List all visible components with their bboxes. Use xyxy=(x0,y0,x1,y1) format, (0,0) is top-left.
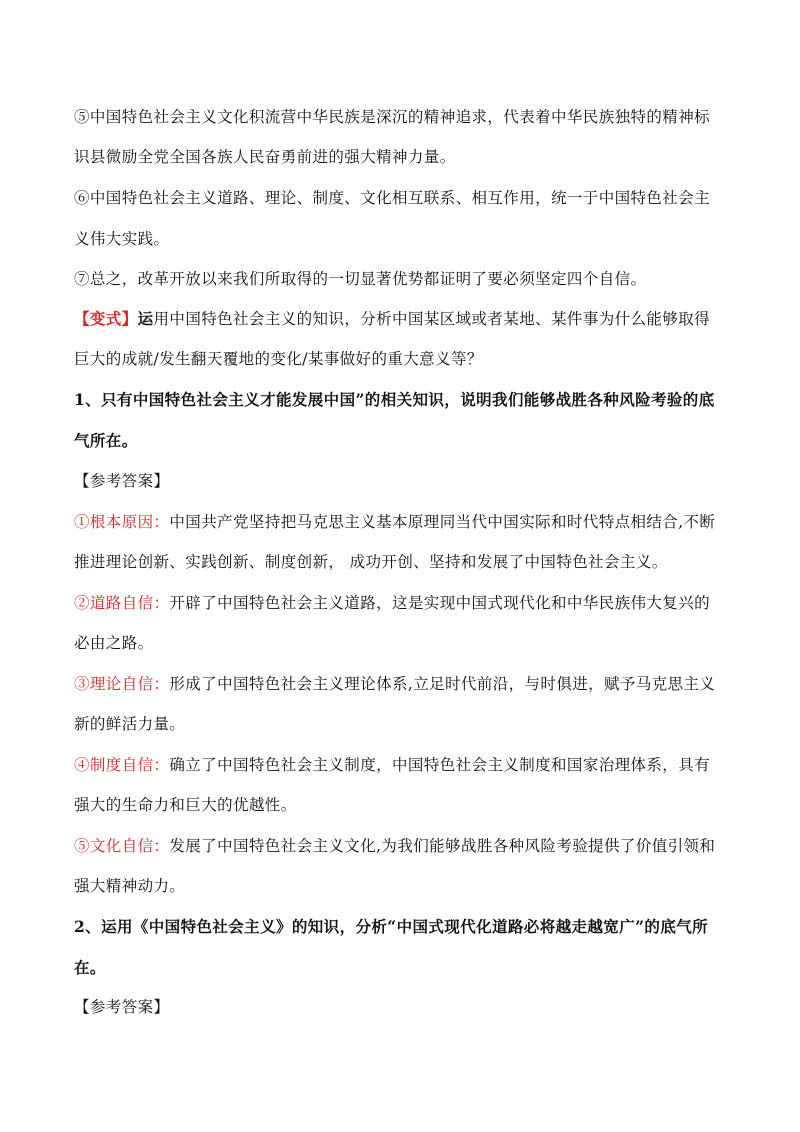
answer-item-2-text: 开辟了中国特色社会主义道路，这是实现中国式现代化和中华民族伟大复兴的 xyxy=(169,594,711,612)
question-1-line-2: 气所在。 xyxy=(74,431,138,450)
paragraph-7: ⑦总之，改革开放以来我们所取得的一切显著优势都证明了要必须坚定四个自信。 xyxy=(74,270,647,288)
answer-item-3-line-2: 新的鲜活力量。 xyxy=(74,715,186,733)
answer-item-1-text: 中国共产党坚持把马克思主义基本原理同当代中国实际和时代特点相结合,不断 xyxy=(169,513,716,531)
variant-bold-char: 运 xyxy=(137,309,154,328)
answer-item-1-line-1 xyxy=(74,511,734,533)
answer-label-2: 【参考答案】 xyxy=(74,998,170,1016)
variant-line-1 xyxy=(74,308,734,330)
question-2-line-2: 在。 xyxy=(74,958,106,977)
paragraph-5-line-1: ⑤中国特色社会主义文化积流营中华民族是深沉的精神追求，代表着中华民族独特的精神标 xyxy=(74,108,711,126)
answer-item-4-label: ④制度自信： xyxy=(74,756,170,774)
answer-item-3-label: ③理论自信： xyxy=(74,675,170,693)
answer-item-4-text: 确立了中国特色社会主义制度，中国特色社会主义制度和国家治理体系，具有 xyxy=(169,756,711,774)
answer-item-5-label: ⑤文化自信： xyxy=(74,837,170,855)
answer-item-5-line-2: 强大精神动力。 xyxy=(74,877,186,895)
answer-item-3-text: 形成了中国特色社会主义理论体系,立足时代前沿，与时俱进，赋予马克思主义 xyxy=(169,675,716,693)
answer-label-1: 【参考答案】 xyxy=(74,472,170,490)
paragraph-6-line-2: 义伟大实践。 xyxy=(74,230,170,248)
variant-tag: 【变式】 xyxy=(74,309,138,328)
answer-item-1-line-2: 推进理论创新、实践创新、制度创新， 成功开创、坚持和发展了中国特色社会主义。 xyxy=(74,553,668,571)
answer-item-1-label: ①根本原因： xyxy=(74,513,170,531)
answer-item-5-text: 发展了中国特色社会主义文化,为我们能够战胜各种风险考验提供了价值引领和 xyxy=(169,837,716,855)
answer-item-2-label: ②道路自信： xyxy=(74,594,170,612)
answer-item-4-line-2: 强大的生命力和巨大的优越性。 xyxy=(74,796,297,814)
question-1-line-1: 1、只有中国特色社会主义才能发展中国”的相关知识，说明我们能够战胜各种风险考验的底 xyxy=(74,390,715,409)
answer-item-5-line-1 xyxy=(74,835,734,857)
variant-line-2: 巨大的成就/发生翻天覆地的变化/某事做好的重大意义等？ xyxy=(74,350,483,368)
paragraph-5-line-2: 识县微励全党全国各族人民奋勇前进的强大精神力量。 xyxy=(74,148,456,166)
answer-item-4-line-1 xyxy=(74,754,734,776)
question-2-line-1: 2、运用《中国特色社会主义》的知识，分析“中国式现代化道路必将越走越宽广”的底气所 xyxy=(74,917,709,936)
answer-item-2-line-2: 必由之路。 xyxy=(74,634,154,652)
variant-text: 用中国特色社会主义的知识，分析中国某区域或者某地、某件事为什么能够取得 xyxy=(153,310,711,328)
answer-item-2-line-1 xyxy=(74,592,734,614)
paragraph-6-line-1: ⑥中国特色社会主义道路、理论、制度、文化相互联系、相互作用，统一于中国特色社会主 xyxy=(74,189,711,207)
answer-item-3-line-1 xyxy=(74,673,734,695)
